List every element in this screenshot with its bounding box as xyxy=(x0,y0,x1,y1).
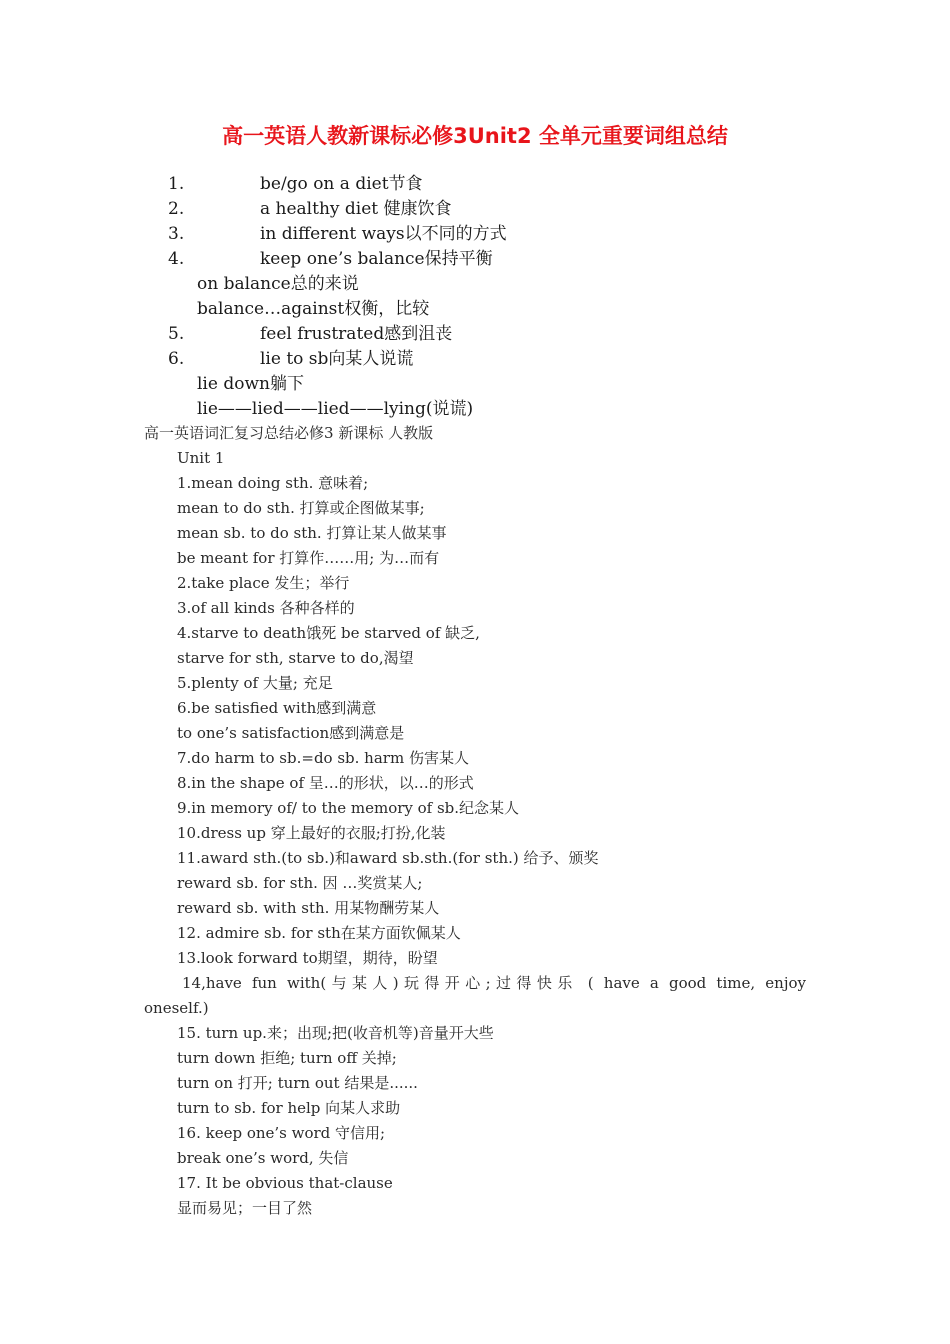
vocab-line: 8.in the shape of 呈…的形状，以…的形式 xyxy=(177,774,474,792)
vocab-line: to one’s satisfaction感到满意是 xyxy=(177,724,405,742)
item-number: 6. xyxy=(168,349,185,369)
vocab-line: break one’s word, 失信 xyxy=(177,1149,349,1167)
vocab-line: 12. admire sb. for sth在某方面钦佩某人 xyxy=(177,924,461,942)
vocab-line: be meant for 打算作……用; 为…而有 xyxy=(177,549,440,567)
vocab-line: 2.take place 发生；举行 xyxy=(177,574,350,592)
vocab-line: 4.starve to death饿死 be starved of 缺乏, xyxy=(177,624,480,642)
document-title: 高一英语人教新课标必修3Unit2 全单元重要词组总结 xyxy=(222,124,728,148)
vocab-line: mean sb. to do sth. 打算让某人做某事 xyxy=(177,524,447,542)
item-text: be/go on a diet节食 xyxy=(260,174,423,194)
item-number: 3. xyxy=(168,224,185,244)
vocab-line: starve for sth, starve to do,渴望 xyxy=(177,649,414,667)
item-number: 5. xyxy=(168,324,185,344)
section-heading: 高一英语词汇复习总结必修3 新课标 人教版 xyxy=(144,424,434,442)
sub-item: on balance总的来说 xyxy=(197,274,359,294)
vocab-line: turn to sb. for help 向某人求助 xyxy=(177,1099,401,1117)
vocab-line: 14,have fun with(与某人)玩得开心;过得快乐 ( have a good time, enjoy xyxy=(182,974,806,992)
sub-item: lie——lied——lied——lying(说谎) xyxy=(197,399,474,419)
vocab-line: 11.award sth.(to sb.)和award sb.sth.(for sth.) 给予、颁奖 xyxy=(177,849,599,867)
sub-item: lie down躺下 xyxy=(197,374,304,394)
vocab-line-continued: oneself.) xyxy=(144,999,209,1017)
item-text: lie to sb向某人说谎 xyxy=(260,349,414,369)
vocab-line: turn down 拒绝; turn off 关掉; xyxy=(177,1049,397,1067)
vocab-line: 17. It be obvious that-clause xyxy=(177,1174,393,1192)
vocab-line: mean to do sth. 打算或企图做某事; xyxy=(177,499,425,517)
item-text: in different ways以不同的方式 xyxy=(260,224,507,244)
vocab-line: 显而易见；一目了然 xyxy=(177,1199,313,1217)
vocab-line: 15. turn up.来；出现;把(收音机等)音量开大些 xyxy=(177,1024,494,1042)
item-number: 1. xyxy=(168,174,185,194)
sub-item: balance…against权衡，比较 xyxy=(197,299,430,319)
vocab-line: 16. keep one’s word 守信用; xyxy=(177,1124,386,1142)
vocab-line: 3.of all kinds 各种各样的 xyxy=(177,599,355,617)
item-number: 4. xyxy=(168,249,185,269)
vocab-line: 10.dress up 穿上最好的衣服;打扮,化装 xyxy=(177,824,446,842)
vocab-line: 5.plenty of 大量; 充足 xyxy=(177,674,333,692)
vocab-line: turn on 打开; turn out 结果是...... xyxy=(177,1074,418,1092)
item-text: feel frustrated感到沮丧 xyxy=(260,324,453,344)
vocab-line: 6.be satisfied with感到满意 xyxy=(177,699,377,717)
unit-label: Unit 1 xyxy=(177,449,225,467)
vocab-line: 9.in memory of/ to the memory of sb.纪念某人 xyxy=(177,799,520,817)
vocab-line: 13.look forward to期望，期待，盼望 xyxy=(177,949,438,967)
vocab-line: 1.mean doing sth. 意味着; xyxy=(177,474,369,492)
vocab-line: reward sb. for sth. 因 …奖赏某人; xyxy=(177,874,423,892)
item-number: 2. xyxy=(168,199,185,219)
item-text: keep one’s balance保持平衡 xyxy=(260,249,493,269)
vocab-line: reward sb. with sth. 用某物酬劳某人 xyxy=(177,899,440,917)
vocab-line: 7.do harm to sb.=do sb. harm 伤害某人 xyxy=(177,749,469,767)
item-text: a healthy diet 健康饮食 xyxy=(260,199,452,219)
